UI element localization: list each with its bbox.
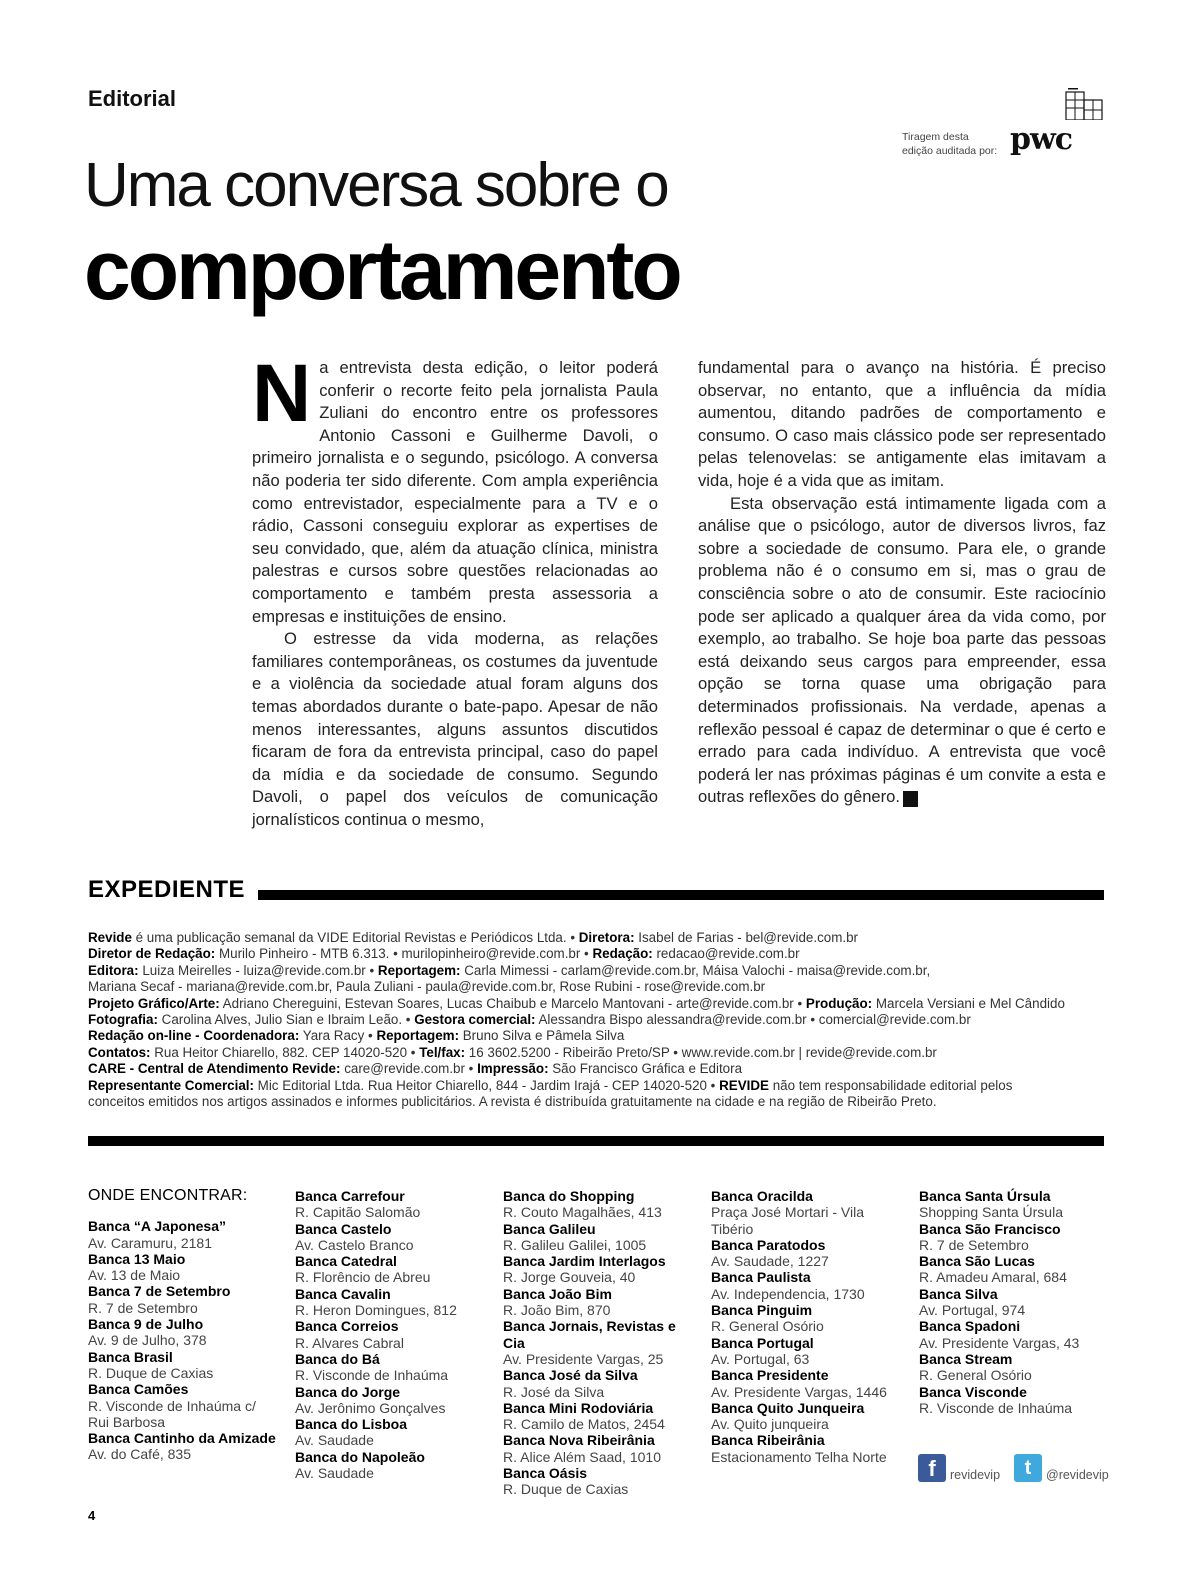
newsstand-address: Av. Quito junqueira [711, 1416, 829, 1433]
section-label: Editorial [88, 86, 177, 111]
newsstand-name: Banca Catedral [295, 1253, 397, 1270]
newsstand-address: Av. Portugal, 63 [711, 1350, 810, 1367]
credit-text: Rua Heitor Chiarello, 882. CEP 14020-520 • [150, 1044, 420, 1060]
credit-label: Projeto Gráfico/Arte: [88, 995, 220, 1011]
credit-label: Impressão: [477, 1061, 549, 1077]
newsstand-address: Praça José Mortari - Vila Tibério [711, 1204, 865, 1237]
dropcap: N [252, 348, 312, 439]
newsstand-address: R. Camilo de Matos, 2454 [503, 1416, 665, 1433]
newsstand-name: Banca Oásis [503, 1465, 588, 1482]
pwc-logo: pwc [1010, 122, 1073, 157]
newsstand-address: R. Florêncio de Abreu [295, 1269, 431, 1286]
credit-text: Isabel de Farias - bel@revide.com.br [634, 930, 859, 945]
credit-label: Diretor de Redação: [88, 946, 216, 962]
paragraph-text: a entrevista desta edição, o leitor poderá conferir o recorte feito pela jornalista Paula Zuliani do encontro entre os professores Antonio Cassoni e Guilherme Davoli, o primeiro jornalista e o segundo, psicólogo. A conversa não poderia ter sido diferente. Com ampla experiência como entrevistador, especialmente para a TV e o rádio, Cassoni conseguiu explorar as expertises de seu convidado, que, além da atuação clínica, ministra palestras e cursos sobre questões relacionadas ao comportamento e também presta assessoria a empresas e instituições de ensino. [252, 358, 658, 626]
newsstand-address: Av. Presidente Vargas, 43 [919, 1334, 1080, 1351]
newsstand-name: Banca do Lisboa [295, 1416, 408, 1433]
newsstand-name: Banca do Napoleão [295, 1448, 425, 1465]
audit-badge [898, 88, 1108, 160]
expediente-line [88, 1061, 1104, 1077]
expediente-credits [88, 930, 1104, 1110]
page-number: 4 [88, 1508, 96, 1523]
newsstand-address: R. 7 de Setembro [88, 1299, 198, 1316]
newsstand-address: R. Alice Além Saad, 1010 [503, 1448, 661, 1465]
newsstand-name: Banca Ribeirânia [711, 1432, 825, 1449]
article-column-1 [252, 348, 658, 831]
credit-text: 16 3602.5200 - Ribeirão Preto/SP • www.revide.com.br | revide@revide.com.br [465, 1044, 937, 1060]
newsstand-address: Av. 9 de Julho, 378 [88, 1332, 207, 1349]
newsstand-name: Banca Spadoni [919, 1318, 1021, 1335]
newsstand-address: R. Galileu Galilei, 1005 [503, 1236, 647, 1253]
newsstand-address: Shopping Santa Úrsula [919, 1204, 1063, 1221]
facebook-handle[interactable]: revidevip [950, 1468, 1001, 1482]
expediente-rule [258, 890, 1104, 900]
expediente-title: EXPEDIENTE [88, 876, 246, 903]
newsstand-name: Banca 7 de Setembro [88, 1283, 231, 1300]
credit-label: Fotografia: [88, 1012, 158, 1028]
article-paragraph: O estresse da vida moderna, as relações familiares contemporâneas, os costumes da juventude e a violência da sociedade atual foram alguns dos temas abordados durante o bate-papo. Apesar de não menos interessantes, alguns assuntos discutidos ficaram de fora da entrevista principal, caso do papel da mídia e da sociedade de consumo. Segundo Davoli, o papel dos veículos de comunicação jornalísticos continua o mesmo, [252, 629, 658, 829]
newsstand-address: Av. Presidente Vargas, 1446 [711, 1383, 887, 1400]
audit-text-line: edição auditada por: [902, 145, 998, 157]
newsstand-address: Av. Jerônimo Gonçalves [295, 1399, 446, 1416]
newsstand-address: R. José da Silva [503, 1383, 605, 1400]
twitter-handle[interactable]: @revidevip [1046, 1468, 1109, 1482]
newsstand-address: R. Visconde de Inhaúma [919, 1399, 1073, 1416]
credit-text: é uma publicação semanal da VIDE Editorial Revistas e Periódicos Ltda. • [131, 930, 579, 945]
newsstand-address: Av. 13 de Maio [88, 1267, 181, 1284]
credit-text: Mariana Secaf - mariana@revide.com.br, Paula Zuliani - paula@revide.com.br, Rose Rubini - rose@revide.com.br [88, 979, 766, 995]
newsstand-name: Banca do Shopping [503, 1188, 635, 1204]
credit-text: Murilo Pinheiro - MTB 6.313. • murilopinheiro@revide.com.br • [215, 946, 593, 962]
newsstand-name: Banca Jardim Interlagos [503, 1253, 666, 1270]
where-column [919, 1188, 1109, 1416]
where-column [88, 1188, 278, 1463]
bottom-rule [88, 1136, 1104, 1146]
newsstand-address: R. Jorge Gouveia, 40 [503, 1269, 636, 1286]
twitter-icon[interactable]: t [1014, 1454, 1042, 1482]
credit-text: Marcela Versiani e Mel Cândido [872, 995, 1065, 1011]
newsstand-address: Av. Portugal, 974 [919, 1302, 1026, 1319]
headline-line-1: Uma conversa sobre o [84, 151, 668, 220]
newsstand-address: R. General Osório [919, 1367, 1032, 1384]
newsstand-address: Av. Saudade [295, 1465, 374, 1482]
credit-label: Editora: [88, 962, 139, 978]
credit-label: Redação on-line - Coordenadora: [88, 1028, 300, 1044]
newsstand-address: Av. Saudade [295, 1432, 374, 1449]
where-column [295, 1188, 485, 1481]
newsstand-name: Banca Quito Junqueira [711, 1399, 865, 1416]
newsstand-address: Av. Saudade, 1227 [711, 1253, 829, 1270]
newsstand-address: R. Heron Domingues, 812 [295, 1302, 457, 1319]
expediente-line [88, 1045, 1104, 1061]
newsstand-name: Banca Silva [919, 1285, 998, 1302]
credit-label: Revide [88, 930, 132, 945]
expediente-line [88, 1028, 1104, 1044]
newsstand-name: Banca Mini Rodoviária [503, 1399, 654, 1416]
expediente-line [88, 1078, 1104, 1094]
credit-label: Diretora: [578, 930, 635, 945]
newsstand-name: Banca Portugal [711, 1334, 814, 1351]
credit-text: Carla Mimessi - carlam@revide.com.br, Máisa Valochi - maisa@revide.com.br, [460, 962, 931, 978]
credit-text: São Francisco Gráfica e Editora [548, 1061, 743, 1077]
credit-label: Reportagem: [377, 962, 461, 978]
credit-label: Tel/fax: [419, 1044, 466, 1060]
where-title: ONDE ENCONTRAR: [88, 1187, 248, 1204]
newsstand-name: Banca Paulista [711, 1269, 811, 1286]
newsstand-address: R. João Bim, 870 [503, 1302, 611, 1319]
newsstand-address: R. Capitão Salomão [295, 1204, 421, 1221]
newsstand-address: R. Couto Magalhães, 413 [503, 1204, 662, 1221]
credit-text: não tem responsabilidade editorial pelos [768, 1077, 1013, 1093]
newsstand-address: R. Duque de Caxias [503, 1481, 629, 1498]
credit-text: Carolina Alves, Julio Sian e Ibraim Leão. • [157, 1012, 415, 1028]
expediente-line [88, 946, 1104, 962]
newsstand-name: Banca Santa Úrsula [919, 1188, 1051, 1204]
social-links [918, 1454, 1108, 1486]
expediente-line [88, 930, 1104, 946]
credit-label: Gestora comercial: [414, 1012, 536, 1028]
credit-text: care@revide.com.br • [340, 1061, 478, 1077]
newsstand-name: Banca Jornais, Revistas e Cia [503, 1318, 676, 1351]
newsstand-name: Banca João Bim [503, 1285, 612, 1302]
credit-label: Redação: [592, 946, 653, 962]
newsstand-name: Banca São Francisco [919, 1220, 1061, 1237]
newsstand-name: Banca Castelo [295, 1220, 392, 1237]
newsstand-name: Banca 9 de Julho [88, 1316, 204, 1333]
credit-text: Luiza Meirelles - luiza@revide.com.br • [138, 962, 378, 978]
audit-text [902, 130, 1012, 158]
expediente-header [88, 876, 1104, 910]
paragraph-text: Esta observação está intimamente ligada com a análise que o psicólogo, autor de diversos livros, faz sobre a sociedade de consumo. Para ele, o grande problema não é o consumo em si, mas o grau de consciência sobre o ato de consumir. Este raciocínio pode ser aplicado a qualquer área da vida como, por exemplo, ao trabalho. Se hoje boa parte das pessoas está deixando seus cargos para empreender, essa opção se torna quase uma obrigação para determinados profissionais. Na verdade, apenas a reflexão pessoal é capaz de determinar o que é certo e errado para cada indivíduo. A entrevista que você poderá ler nas próximas páginas é um convite a esta e outras reflexões do gênero. [698, 493, 1106, 807]
pwc-blocks-icon [1058, 88, 1104, 120]
article-paragraph [698, 493, 1106, 809]
newsstand-name: Banca Oracilda [711, 1188, 813, 1204]
newsstand-name: Banca do Bá [295, 1350, 380, 1367]
audit-text-line: Tiragem desta [902, 131, 969, 143]
newsstand-name: Banca Stream [919, 1350, 1013, 1367]
newsstand-name: Banca Brasil [88, 1348, 173, 1365]
credit-text: Bruno Silva e Pâmela Silva [459, 1028, 625, 1044]
expediente-line [88, 1012, 1104, 1028]
expediente-line [88, 1094, 1104, 1110]
newsstand-name: Banca Pinguim [711, 1302, 813, 1319]
newsstand-address: R. Alvares Cabral [295, 1334, 404, 1351]
newsstand-name: Banca Visconde [919, 1383, 1027, 1400]
credit-label: Contatos: [88, 1044, 151, 1060]
newsstand-address: R. Visconde de Inhaúma c/ Rui Barbosa [88, 1397, 256, 1430]
newsstand-name: Banca Camões [88, 1381, 189, 1398]
newsstand-name: Banca do Jorge [295, 1383, 401, 1400]
headline-line-2: comportamento [84, 223, 680, 317]
credit-label: Produção: [805, 995, 873, 1011]
where-column [503, 1188, 697, 1498]
newsstand-name: Banca Galileu [503, 1220, 596, 1237]
credit-text: conceitos emitidos nos artigos assinados e informes publicitários. A revista é distribuída gratuitamente na cidade e na região de Ribeirão Preto. [88, 1094, 937, 1110]
credit-label: Reportagem: [376, 1028, 460, 1044]
facebook-icon[interactable]: f [918, 1454, 946, 1482]
newsstand-address: Av. Independencia, 1730 [711, 1285, 865, 1302]
credit-label: CARE - Central de Atendimento Revide: [88, 1061, 341, 1077]
article-paragraph [252, 348, 658, 628]
expediente-line [88, 963, 1104, 979]
expediente-line [88, 979, 1104, 995]
newsstand-address: R. Amadeu Amaral, 684 [919, 1269, 1067, 1286]
newsstand-address: R. 7 de Setembro [919, 1236, 1029, 1253]
newsstand-name: Banca José da Silva [503, 1367, 638, 1384]
newsstand-name: Banca Correios [295, 1318, 399, 1335]
newsstand-name: Banca Cantinho da Amizade [88, 1430, 276, 1447]
newsstand-address: R. General Osório [711, 1318, 824, 1335]
credit-text: Mic Editorial Ltda. Rua Heitor Chiarello, 844 - Jardim Irajá - CEP 14020-520 • [253, 1077, 720, 1093]
newsstand-address: Estacionamento Telha Norte [711, 1448, 887, 1465]
newsstand-address: Av. Caramuru, 2181 [88, 1234, 212, 1251]
article-column-2 [698, 357, 1106, 809]
newsstand-name: Banca São Lucas [919, 1253, 1035, 1270]
expediente-line [88, 996, 1104, 1012]
credit-text: Yara Racy • [299, 1028, 377, 1044]
credit-text: Alessandra Bispo alessandra@revide.com.br • comercial@revide.com.br [535, 1012, 971, 1028]
newsstand-name: Banca Nova Ribeirânia [503, 1432, 655, 1449]
credit-text: redacao@revide.com.br [652, 946, 800, 962]
newsstand-name: Banca 13 Maio [88, 1250, 186, 1267]
newsstand-name: Banca Carrefour [295, 1188, 405, 1204]
where-column [711, 1188, 901, 1465]
newsstand-address: Av. Presidente Vargas, 25 [503, 1350, 664, 1367]
newsstand-name: Banca Cavalin [295, 1285, 391, 1302]
newsstand-name: Banca Presidente [711, 1367, 829, 1384]
newsstand-address: R. Visconde de Inhaúma [295, 1367, 449, 1384]
end-mark-icon: r [903, 791, 918, 807]
credit-label: REVIDE [719, 1077, 769, 1093]
newsstand-address: R. Duque de Caxias [88, 1364, 214, 1381]
credit-label: Representante Comercial: [88, 1077, 254, 1093]
newsstand-name: Banca “A Japonesa” [88, 1218, 226, 1235]
newsstand-address: Av. Castelo Branco [295, 1236, 414, 1253]
article-paragraph: fundamental para o avanço na história. É preciso observar, no entanto, que a influência da mídia aumentou, ditando padrões de comportamento e consumo. O caso mais clássico pode ser representado pelas telenovelas: se antigamente elas imitavam a vida, hoje é a vida que as imitam. [698, 358, 1106, 490]
credit-text: Adriano Chereguini, Estevan Soares, Lucas Chaibub e Marcelo Mantovani - arte@revide.com.br • [219, 995, 806, 1011]
newsstand-address: Av. do Café, 835 [88, 1446, 191, 1463]
newsstand-name: Banca Paratodos [711, 1236, 826, 1253]
